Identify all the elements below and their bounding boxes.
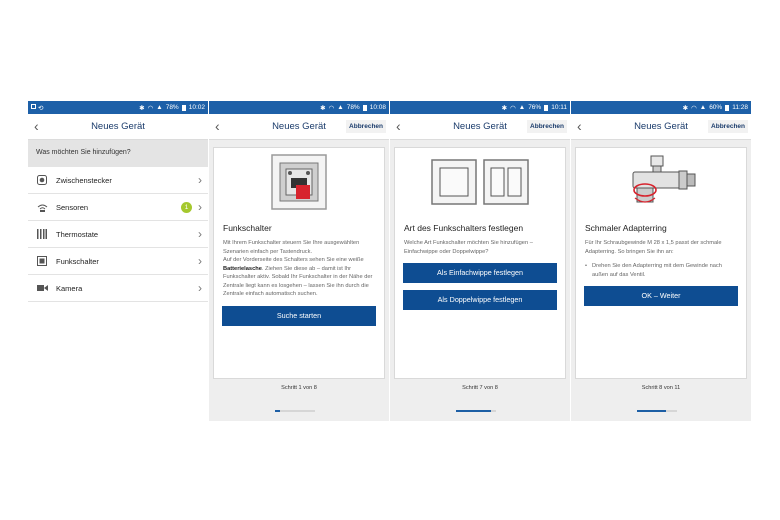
list-item-zwischenstecker[interactable] bbox=[28, 167, 208, 194]
card-title: Funkschalter bbox=[223, 223, 272, 233]
status-bar bbox=[209, 101, 389, 114]
info-card bbox=[394, 147, 566, 379]
battery-icon bbox=[182, 105, 186, 111]
wifi-icon: ◠ bbox=[147, 104, 154, 112]
clock: 10:08 bbox=[369, 104, 386, 111]
content-area bbox=[209, 140, 389, 421]
app-bar bbox=[28, 114, 208, 140]
clock: 10:02 bbox=[188, 104, 205, 111]
status-bar bbox=[571, 101, 751, 114]
list-item-label: Funkschalter bbox=[56, 256, 99, 266]
radiator-icon bbox=[36, 229, 48, 239]
clock: 11:28 bbox=[732, 104, 748, 111]
progress-fill bbox=[456, 410, 491, 412]
signal-icon: ▲ bbox=[156, 104, 163, 111]
back-arrow-icon[interactable]: ‹ bbox=[34, 118, 39, 134]
battery-icon bbox=[363, 105, 367, 111]
step-indicator: Schritt 8 von 11 bbox=[641, 385, 681, 391]
signal-icon: ▲ bbox=[699, 104, 707, 111]
screen-funkschalter bbox=[209, 101, 389, 421]
info-card bbox=[575, 147, 747, 379]
cancel-button[interactable]: Abbrechen bbox=[527, 120, 567, 133]
bluetooth-icon: ✱ bbox=[139, 104, 145, 112]
card-text: Für Ihr Schraubgewinde M 28 x 1,5 passt der schmale Adapterring. So bringen Sie ihn an: bbox=[585, 240, 722, 255]
app-bar bbox=[390, 114, 570, 140]
chevron-right-icon: › bbox=[198, 200, 202, 214]
progress-bar bbox=[637, 410, 677, 412]
wifi-icon: ◠ bbox=[328, 104, 335, 112]
progress-bar bbox=[275, 410, 315, 412]
step-indicator: Schritt 1 von 8 bbox=[281, 385, 317, 391]
plug-icon bbox=[36, 175, 48, 185]
content-area bbox=[390, 140, 570, 421]
camera-icon bbox=[36, 283, 48, 293]
step-indicator: Schritt 7 von 8 bbox=[462, 385, 498, 391]
app-bar bbox=[571, 114, 751, 140]
switch-battery-tab-illustration bbox=[214, 151, 384, 213]
progress-fill bbox=[637, 410, 666, 412]
signal-icon: ▲ bbox=[518, 104, 526, 111]
card-text: Welche Art Funkschalter möchten Sie hinzufügen – Einfachwippe oder Doppelwippe? bbox=[404, 240, 533, 255]
sync-icon: ⟲ bbox=[38, 104, 44, 112]
page-title: Neues Gerät bbox=[272, 121, 326, 132]
content-area bbox=[571, 140, 751, 421]
progress-fill bbox=[275, 410, 280, 412]
page-title: Neues Gerät bbox=[91, 121, 145, 132]
card-text-bold: Batterielasche bbox=[223, 265, 262, 272]
device-list bbox=[28, 140, 208, 421]
status-bar bbox=[28, 101, 208, 114]
screen-adapter-ring bbox=[571, 101, 751, 421]
list-item-funkschalter[interactable] bbox=[28, 248, 208, 275]
list-item-label: Kamera bbox=[56, 283, 83, 293]
bluetooth-icon: ✱ bbox=[682, 104, 689, 112]
card-title: Art des Funkschalters festlegen bbox=[404, 223, 524, 233]
list-item-thermostate[interactable] bbox=[28, 221, 208, 248]
card-text-part-1: Auf der Vorderseite des Schalters sehen Sie eine weiße bbox=[223, 257, 364, 263]
battery-icon bbox=[725, 105, 729, 111]
battery-level: 78% bbox=[346, 104, 360, 111]
instruction-bullet: • Drehen Sie den Adapterring mit dem Gewinde nach außen auf das Ventil. bbox=[592, 262, 737, 279]
chevron-right-icon: › bbox=[198, 281, 202, 295]
count-badge: 1 bbox=[181, 202, 192, 213]
page-title: Neues Gerät bbox=[634, 121, 688, 132]
valve-adapter-illustration bbox=[576, 151, 746, 213]
card-text bbox=[223, 239, 375, 299]
battery-icon bbox=[544, 105, 548, 111]
clock: 10:11 bbox=[551, 104, 567, 111]
switch-types-illustration bbox=[395, 151, 565, 213]
bluetooth-icon: ✱ bbox=[320, 104, 326, 112]
list-item-label: Sensoren bbox=[56, 202, 89, 212]
back-arrow-icon[interactable]: ‹ bbox=[396, 118, 401, 134]
single-rocker-button[interactable]: Als Einfachwippe festlegen bbox=[403, 263, 557, 283]
list-item-sensoren[interactable] bbox=[28, 194, 208, 221]
signal-icon: ▲ bbox=[337, 104, 344, 111]
cancel-button[interactable]: Abbrechen bbox=[346, 120, 386, 133]
bluetooth-icon: ✱ bbox=[501, 104, 508, 112]
card-text-part-2: . Ziehen Sie diese ab – damit ist Ihr Funkschalter aktiv. Sobald Ihr Funkschalter in der Nähe der Zentrale liegt kann es losgehen – lassen Sie ihn durch die Zentrale einfach automatisch suchen. bbox=[223, 265, 373, 297]
battery-level: 78% bbox=[165, 104, 179, 111]
screen-switch-type bbox=[390, 101, 570, 421]
notification-icon bbox=[31, 104, 36, 109]
card-text-intro: Mit Ihrem Funkschalter steuern Sie Ihre ausgewählten Szenarien einfach per Tastendruck. bbox=[223, 240, 360, 255]
screen-device-type bbox=[28, 101, 208, 421]
chevron-right-icon: › bbox=[198, 173, 202, 187]
page-title: Neues Gerät bbox=[453, 121, 507, 132]
question-header: Was möchten Sie hinzufügen? bbox=[28, 140, 208, 167]
list-item-kamera[interactable] bbox=[28, 275, 208, 302]
list-item-label: Thermostate bbox=[56, 229, 99, 239]
card-title: Schmaler Adapterring bbox=[585, 223, 667, 233]
chevron-right-icon: › bbox=[198, 254, 202, 268]
status-bar bbox=[390, 101, 570, 114]
chevron-right-icon: › bbox=[198, 227, 202, 241]
battery-level: 60% bbox=[709, 104, 723, 111]
battery-level: 76% bbox=[528, 104, 542, 111]
app-bar bbox=[209, 114, 389, 140]
wifi-icon: ◠ bbox=[691, 104, 697, 112]
double-rocker-button[interactable]: Als Doppelwippe festlegen bbox=[403, 290, 557, 310]
back-arrow-icon[interactable]: ‹ bbox=[577, 118, 582, 134]
back-arrow-icon[interactable]: ‹ bbox=[215, 118, 220, 134]
ok-next-button[interactable]: OK – Weiter bbox=[584, 286, 738, 306]
cancel-button[interactable]: Abbrechen bbox=[708, 120, 748, 133]
progress-bar bbox=[456, 410, 496, 412]
start-search-button[interactable]: Suche starten bbox=[222, 306, 376, 326]
info-card bbox=[213, 147, 385, 379]
switch-icon bbox=[36, 256, 48, 266]
sensor-icon bbox=[36, 202, 48, 212]
list-item-label: Zwischenstecker bbox=[56, 175, 112, 185]
wifi-icon: ◠ bbox=[510, 104, 516, 112]
